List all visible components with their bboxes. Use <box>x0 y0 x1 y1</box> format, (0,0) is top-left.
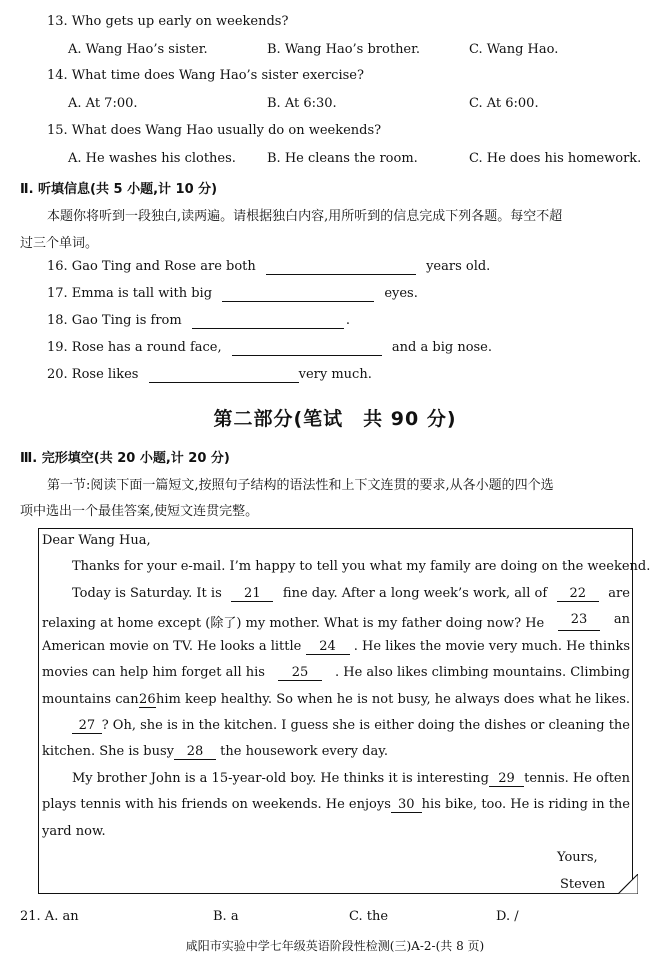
q16-blank[interactable] <box>266 259 416 275</box>
q15-option-c: C. He does his homework. <box>469 151 642 166</box>
blank-28[interactable]: 28 <box>174 744 216 760</box>
q15-stem: 15. What does Wang Hao usually do on weekends? <box>47 123 382 138</box>
part-2-title: 第二部分(笔试 共 90 分) <box>213 408 457 430</box>
q19-blank[interactable] <box>232 340 382 356</box>
page-fold-icon <box>618 874 638 894</box>
q16: 16. Gao Ting and Rose are both years old. <box>47 259 491 274</box>
q14-option-b: B. At 6:30. <box>267 96 337 111</box>
page-footer: 咸阳市实验中学七年级英语阶段性检测(三)A-2-(共 8 页) <box>185 939 485 953</box>
q13-option-b: B. Wang Hao’s brother. <box>267 42 421 57</box>
blank-27[interactable]: 27 <box>72 718 102 734</box>
letter-line-11: yard now. <box>42 824 106 839</box>
letter-line-1: Thanks for your e-mail. I’m happy to tell you what my family are doing on the weekend. <box>72 559 651 574</box>
q15-option-a: A. He washes his clothes. <box>68 151 236 166</box>
q21-option-a: 21. A. an <box>20 909 79 924</box>
q19: 19. Rose has a round face, and a big nose. <box>47 340 493 355</box>
blank-21[interactable]: 21 <box>231 586 273 602</box>
q14-option-c: C. At 6:00. <box>469 96 539 111</box>
q18: 18. Gao Ting is from . <box>47 313 350 328</box>
q17-blank[interactable] <box>222 286 374 302</box>
letter-line-4: American movie on TV. He looks a little 24 . He likes the movie very much. He thinks <box>42 639 630 654</box>
q18-blank[interactable] <box>192 313 344 329</box>
q20-blank[interactable] <box>149 367 299 383</box>
letter-line-3: relaxing at home except (除了) my mother. What is my father doing now? He 23 an <box>42 612 630 631</box>
blank-30[interactable]: 30 <box>391 797 422 813</box>
q21-option-c: C. the <box>349 909 389 924</box>
letter-greeting: Dear Wang Hua, <box>42 533 151 548</box>
q15-option-b: B. He cleans the room. <box>267 151 418 166</box>
letter-line-9: My brother John is a 15-year-old boy. He thinks it is interesting 29 tennis. He often <box>72 771 630 786</box>
letter-closing: Yours, <box>557 850 598 865</box>
q14-stem: 14. What time does Wang Hao’s sister exercise? <box>47 68 364 83</box>
letter-line-7: 27 ? Oh, she is in the kitchen. I guess she is either doing the dishes or cleaning the <box>72 718 630 734</box>
letter-signature: Steven <box>560 877 606 892</box>
q17: 17. Emma is tall with big eyes. <box>47 286 418 301</box>
blank-25[interactable]: 25 <box>278 665 322 681</box>
letter-line-2: Today is Saturday. It is 21 fine day. After a long week’s work, all of 22 are <box>72 586 630 601</box>
section-2-title: Ⅱ. 听填信息(共 5 小题,计 10 分) <box>20 182 218 197</box>
blank-24[interactable]: 24 <box>306 639 350 655</box>
letter-line-10: plays tennis with his friends on weekends. He enjoys 30 his bike, too. He is riding in the <box>42 797 630 812</box>
letter-box <box>38 528 633 894</box>
blank-22[interactable]: 22 <box>557 586 599 602</box>
q13-option-c: C. Wang Hao. <box>469 42 559 57</box>
q14-option-a: A. At 7:00. <box>68 96 138 111</box>
section-2-instructions: 本题你将听到一段独白,读两遍。请根据独白内容,用所听到的信息完成下列各题。每空不超 <box>47 209 563 224</box>
blank-26[interactable]: 26 <box>139 692 156 707</box>
q13-stem: 13. Who gets up early on weekends? <box>47 14 289 29</box>
section-3-title: Ⅲ. 完形填空(共 20 小题,计 20 分) <box>20 451 230 466</box>
q20: 20. Rose likes very much. <box>47 367 372 382</box>
letter-line-5: movies can help him forget all his 25 . He also likes climbing mountains. Climbing <box>42 665 630 680</box>
letter-line-8: kitchen. She is busy 28 the housework every day. <box>42 744 388 759</box>
section-3-instructions: 第一节:阅读下面一篇短文,按照句子结构的语法性和上下文连贯的要求,从各小题的四个选 <box>47 478 554 493</box>
blank-29[interactable]: 29 <box>489 771 524 787</box>
section-3-instructions-cont: 项中选出一个最佳答案,使短文连贯完整。 <box>20 504 259 519</box>
section-2-instructions-cont: 过三个单词。 <box>20 236 99 251</box>
blank-23[interactable]: 23 <box>558 612 600 631</box>
letter-line-6: mountains can 26 him keep healthy. So when he is not busy, he always does what he likes. <box>42 692 630 707</box>
q21-option-b: B. a <box>213 909 239 924</box>
q21-option-d: D. / <box>496 909 519 924</box>
q13-option-a: A. Wang Hao’s sister. <box>68 42 208 57</box>
